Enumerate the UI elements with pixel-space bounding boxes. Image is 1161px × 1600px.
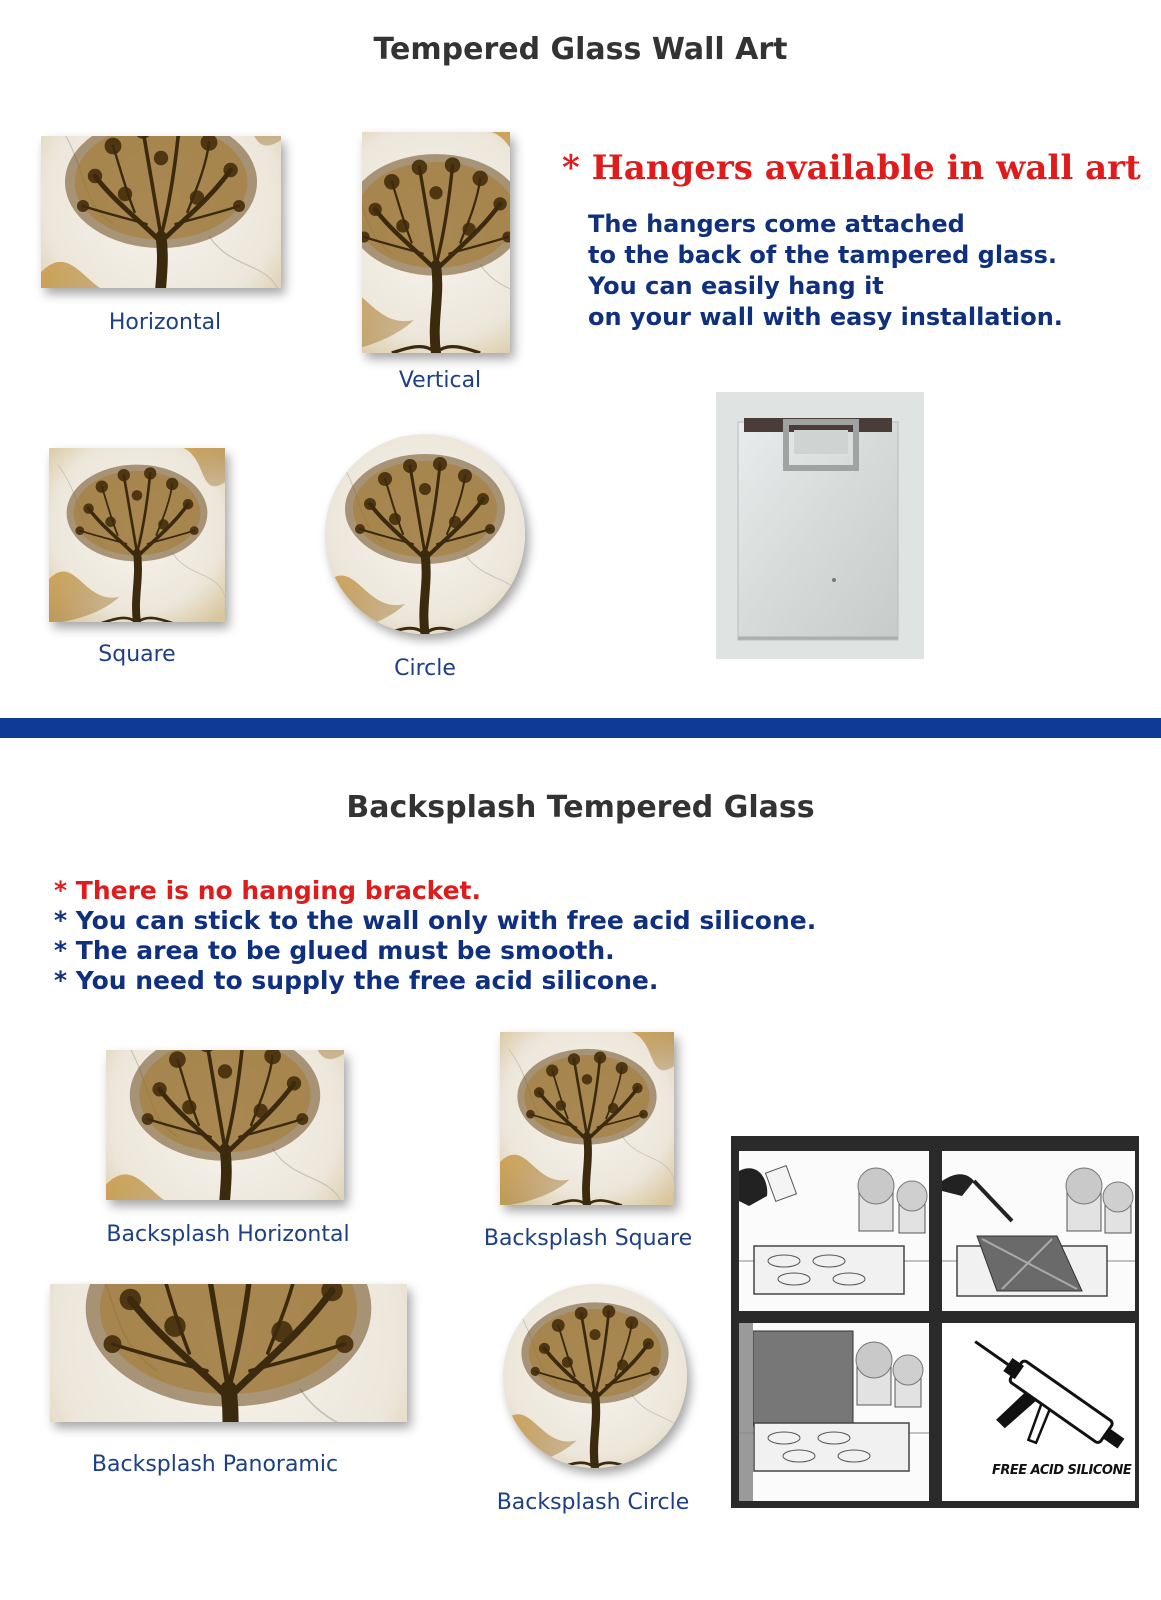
panel-glass-mounted: [739, 1323, 929, 1501]
installation-illustration: [731, 1136, 1139, 1508]
wall-art-title: Tempered Glass Wall Art: [373, 32, 788, 67]
vertical-label: Vertical: [398, 368, 482, 393]
horizontal-art-image: [41, 136, 281, 288]
hangers-line: on your wall with easy installation.: [588, 303, 1063, 331]
backsplash-horizontal-image: [106, 1050, 344, 1200]
hangers-description: [588, 209, 1063, 333]
backsplash-circle-image: [503, 1284, 687, 1468]
backsplash-title: Backsplash Tempered Glass: [346, 790, 815, 825]
note-smooth-area: * The area to be glued must be smooth.: [54, 936, 615, 965]
circle-art-image: [325, 434, 525, 634]
note-silicone: * You can stick to the wall only with free acid silicone.: [54, 906, 817, 935]
backsplash-notes: [54, 876, 816, 996]
backsplash-square-label: Backsplash Square: [483, 1226, 693, 1251]
panel-silicone-gun: [942, 1323, 1135, 1501]
hangers-heading: * Hangers available in wall art: [562, 148, 1141, 188]
note-no-bracket: * There is no hanging bracket.: [54, 876, 482, 905]
hangers-line: The hangers come attached: [588, 210, 965, 238]
circle-label: Circle: [394, 656, 456, 681]
hanger-photo: [716, 392, 924, 659]
horizontal-label: Horizontal: [108, 310, 222, 335]
backsplash-horizontal-label: Backsplash Horizontal: [106, 1222, 350, 1247]
hangers-line: to the back of the tampered glass.: [588, 241, 1057, 269]
backsplash-square-image: [500, 1032, 674, 1205]
backsplash-panoramic-image: [50, 1284, 407, 1422]
note-supply-silicone: * You need to supply the free acid silicone.: [54, 966, 659, 995]
panel-apply-hand: [739, 1151, 929, 1311]
backsplash-panoramic-label: Backsplash Panoramic: [91, 1452, 339, 1477]
panel-apply-silicone: [942, 1151, 1135, 1311]
vertical-art-image: [362, 132, 510, 353]
silicone-label: FREE ACID SILICONE: [992, 1463, 1132, 1478]
section-divider: [0, 718, 1161, 738]
hangers-line: You can easily hang it: [588, 272, 884, 300]
square-label: Square: [98, 642, 176, 667]
square-art-image: [49, 448, 225, 622]
backsplash-circle-label: Backsplash Circle: [496, 1490, 690, 1515]
